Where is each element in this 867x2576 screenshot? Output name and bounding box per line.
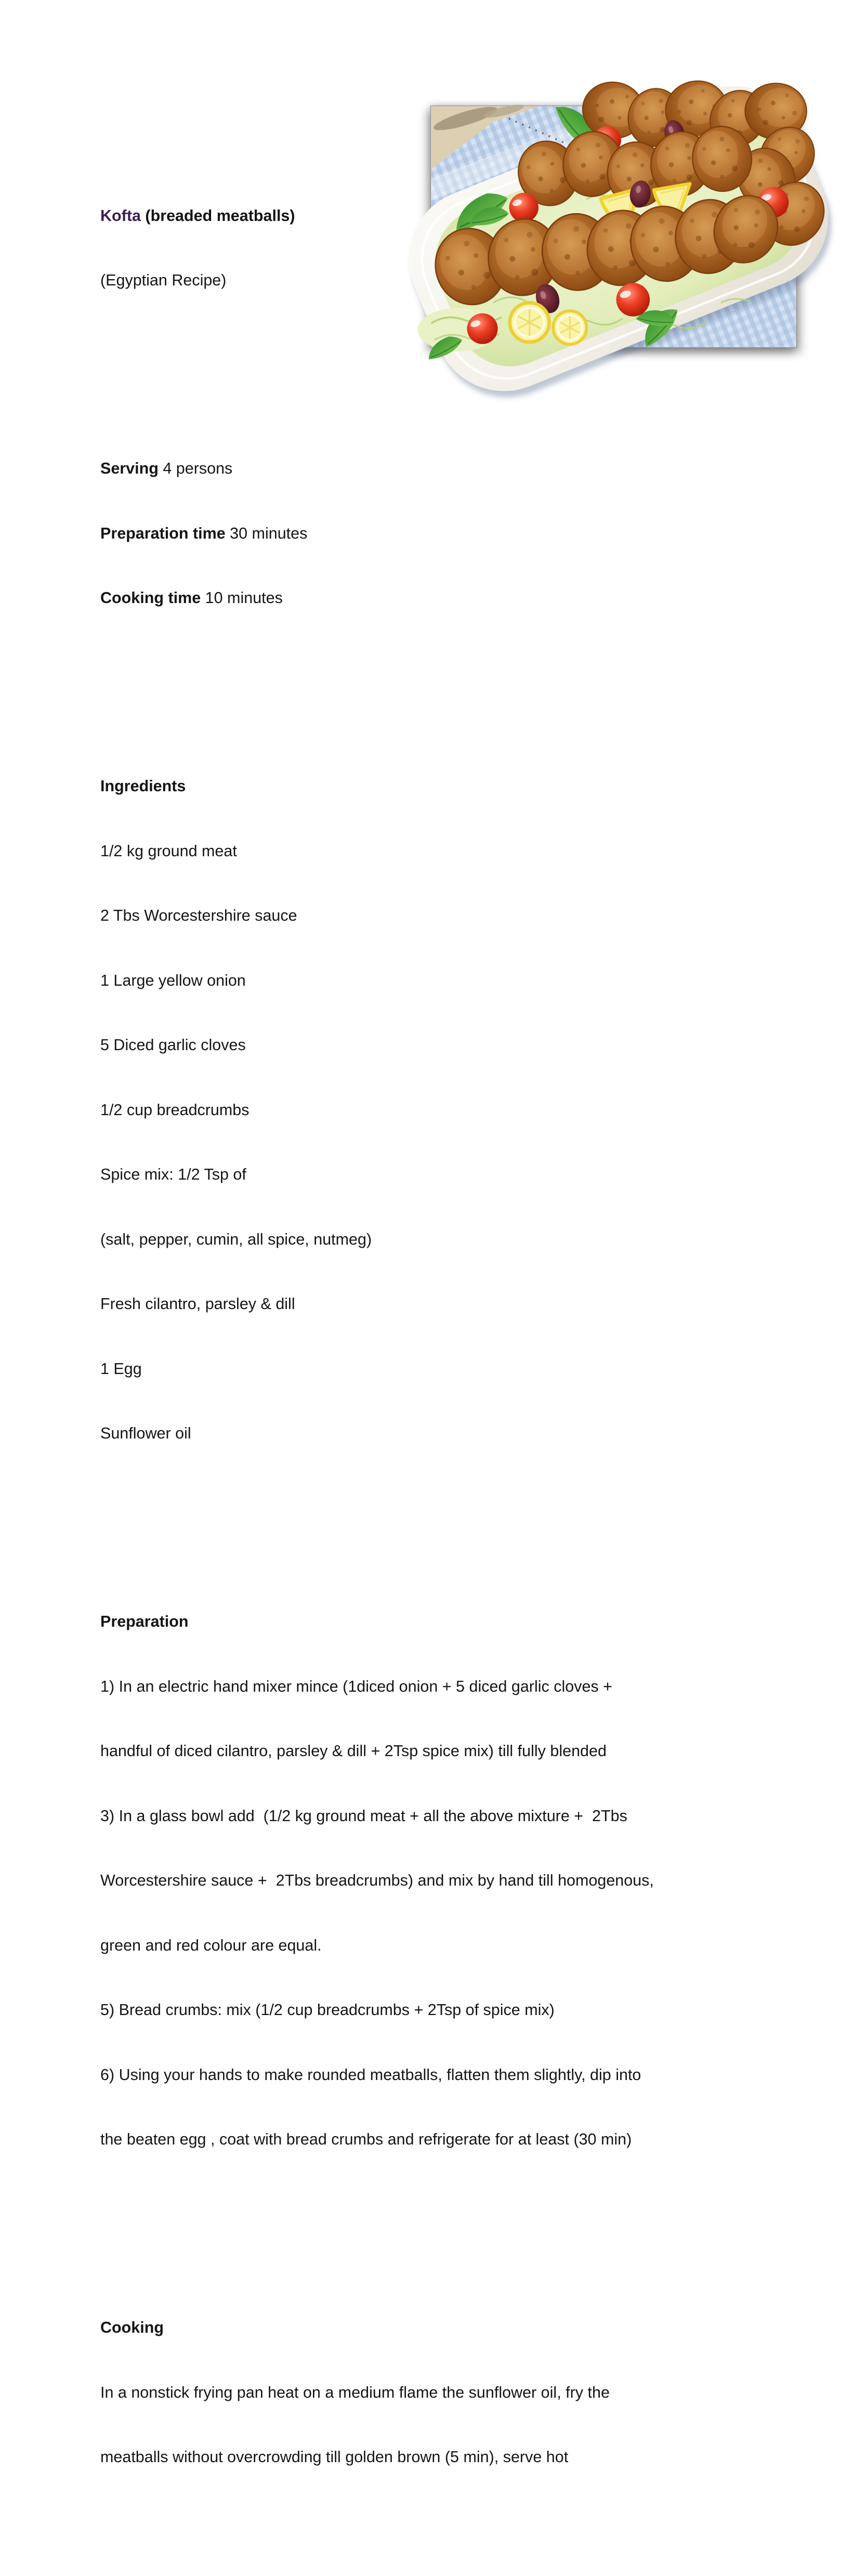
ingredient-line: 1 Large yellow onion xyxy=(100,971,246,989)
recipe-text-column xyxy=(100,97,792,2576)
ingredient-line: 2 Tbs Worcestershire sauce xyxy=(100,907,297,924)
recipe-name-suffix: (breaded meatballs) xyxy=(140,206,295,225)
preparation-line: 3) In a glass bowl add (1/2 kg ground meat + all the above mixture + 2Tbs xyxy=(100,1807,627,1825)
preparation-line: 5) Bread crumbs: mix (1/2 cup breadcrumbs + 2Tsp of spice mix) xyxy=(100,2001,555,2019)
cooking-section xyxy=(100,2274,792,2512)
ingredient-line: Fresh cilantro, parsley & dill xyxy=(100,1295,295,1313)
ingredients-section xyxy=(100,733,792,1488)
meta-serving-value: 4 persons xyxy=(158,460,233,477)
preparation-line: 1) In an electric hand mixer mince (1diced onion + 5 diced garlic cloves + xyxy=(100,1677,612,1695)
ingredient-line: 1/2 kg ground meat xyxy=(100,842,237,860)
kofta-photo-illustration xyxy=(431,106,796,347)
meta-serving-label: Serving xyxy=(100,460,159,477)
recipe-name: Kofta xyxy=(100,206,141,225)
preparation-line: the beaten egg , coat with bread crumbs and refrigerate for at least (30 min) xyxy=(100,2130,632,2148)
meta-cook-time-value: 10 minutes xyxy=(201,589,283,607)
ingredient-line: Sunflower oil xyxy=(100,1424,191,1442)
meta-prep-time-value: 30 minutes xyxy=(225,524,308,542)
cooking-line: In a nonstick frying pan heat on a medium flame the sunflower oil, fry the xyxy=(100,2383,610,2401)
meta-serving xyxy=(100,458,792,480)
ingredient-line: (salt, pepper, cumin, all spice, nutmeg) xyxy=(100,1230,372,1248)
cooking-heading: Cooking xyxy=(100,2319,164,2336)
ingredient-line: 5 Diced garlic cloves xyxy=(100,1036,246,1054)
preparation-section xyxy=(100,1568,792,2194)
meta-prep-time xyxy=(100,523,792,545)
preparation-line: 6) Using your hands to make rounded meatballs, flatten them slightly, dip into xyxy=(100,2065,641,2084)
preparation-line: handful of diced cilantro, parsley & dill + 2Tsp spice mix) till fully blended xyxy=(100,1742,607,1760)
preparation-line: green and red colour are equal. xyxy=(100,1936,322,1954)
ingredient-line: 1 Egg xyxy=(100,1359,142,1378)
ingredient-line: 1/2 cup breadcrumbs xyxy=(100,1101,249,1119)
meta-cook-time xyxy=(100,587,792,609)
cooking-line: meatballs without overcrowding till golden brown (5 min), serve hot xyxy=(100,2448,569,2466)
preparation-heading: Preparation xyxy=(100,1613,189,1630)
ingredients-heading: Ingredients xyxy=(100,777,186,795)
recipe-subtitle: (Egyptian Recipe) xyxy=(100,271,227,289)
ingredient-line: Spice mix: 1/2 Tsp of xyxy=(100,1166,246,1183)
preparation-line: Worcestershire sauce + 2Tbs breadcrumbs) and mix by hand till homogenous, xyxy=(100,1872,654,1889)
recipe-photo xyxy=(430,106,797,348)
meta-prep-time-label: Preparation time xyxy=(100,524,226,542)
meta-cook-time-label: Cooking time xyxy=(100,589,201,607)
meta-block xyxy=(100,415,792,652)
